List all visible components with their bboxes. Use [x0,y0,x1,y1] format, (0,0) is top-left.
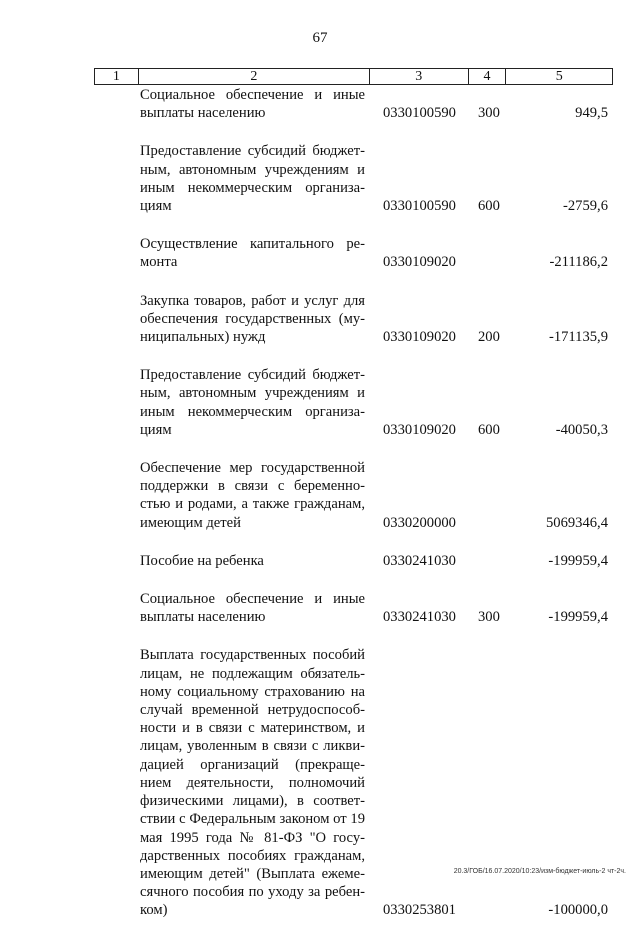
header-col-2: 2 [139,69,370,84]
row-sum: -100000,0 [548,902,608,919]
row-code: 0330241030 [383,552,456,569]
row-name: Социальное обеспечение и иные выплаты населению [140,591,365,626]
table-body [0,86,640,940]
table-row [0,646,640,919]
row-code: 0330200000 [383,514,456,531]
row-kvr: 200 [478,329,500,346]
row-code: 0330100590 [383,105,456,122]
row-sum: -199959,4 [548,609,608,626]
table-header-row [94,68,613,85]
row-kvr: 300 [478,609,500,626]
row-code: 0330109020 [383,421,456,438]
row-sum: -199959,4 [548,552,608,569]
row-sum: -40050,3 [555,421,608,438]
row-name: Обеспечение мер государственной поддержки в связи с беременно-стью и родами, а также гражданам, имеющим детей [140,460,365,531]
table-row [0,366,640,439]
table-row [0,552,640,570]
table-row [0,292,640,347]
row-code: 0330253801 [383,902,456,919]
table-row [0,590,640,626]
header-col-3: 3 [370,69,469,84]
row-kvr: 300 [478,105,500,122]
row-name: Закупка товаров, работ и услуг для обеспечения государственных (му-ниципальных) нужд [140,292,365,346]
row-name: Выплата государственных пособий лицам, не подлежащим обязатель-ному социальному страхованию на случай временной нетрудоспособ-ности и в связи с материнством, и лицам, уволенным в связи с ликви-дацией организаций (прекраще-нием деятельности, полномочий физическими лицами), в соответ-ствии с Федеральным законом от 19 мая 1995 года № 81-ФЗ "О госу-дарственных пособиях гражданам, имеющим детей" (Выплата ежеме-сячного пособия по уходу за ребен-ком) [140,647,365,919]
row-code: 0330109020 [383,329,456,346]
table-row [0,235,640,271]
footer-doc-id: 20.3/ГОБ/16.07.2020/10:23/изм-бюджет-июль-2 чт-2ч. [453,868,626,875]
page-number: 67 [312,30,328,46]
row-kvr: 600 [478,421,500,438]
row-name: Пособие на ребенка [140,552,264,569]
table-row [0,142,640,215]
table-row [0,86,640,122]
header-col-4: 4 [469,69,507,84]
row-name: Осуществление капитального ре-монта [140,236,365,271]
header-col-1: 1 [95,69,139,84]
row-name: Социальное обеспечение и иные выплаты населению [140,87,365,122]
row-name: Предоставление субсидий бюджет-ным, автономным учреждениям и иным некоммерческим организа-циям [140,143,365,215]
row-sum: 5069346,4 [545,514,608,531]
row-sum: 949,5 [575,105,608,122]
row-name: Предоставление субсидий бюджет-ным, автономным учреждениям и иным некоммерческим организа-циям [140,367,365,438]
row-kvr: 600 [478,198,500,215]
table-row [0,459,640,532]
row-sum: -211186,2 [549,254,608,271]
row-code: 0330109020 [383,254,456,271]
row-sum: -171135,9 [548,329,608,346]
row-code: 0330100590 [383,198,456,215]
row-sum: -2759,6 [563,198,608,215]
row-code: 0330241030 [383,609,456,626]
header-col-5: 5 [555,69,563,84]
